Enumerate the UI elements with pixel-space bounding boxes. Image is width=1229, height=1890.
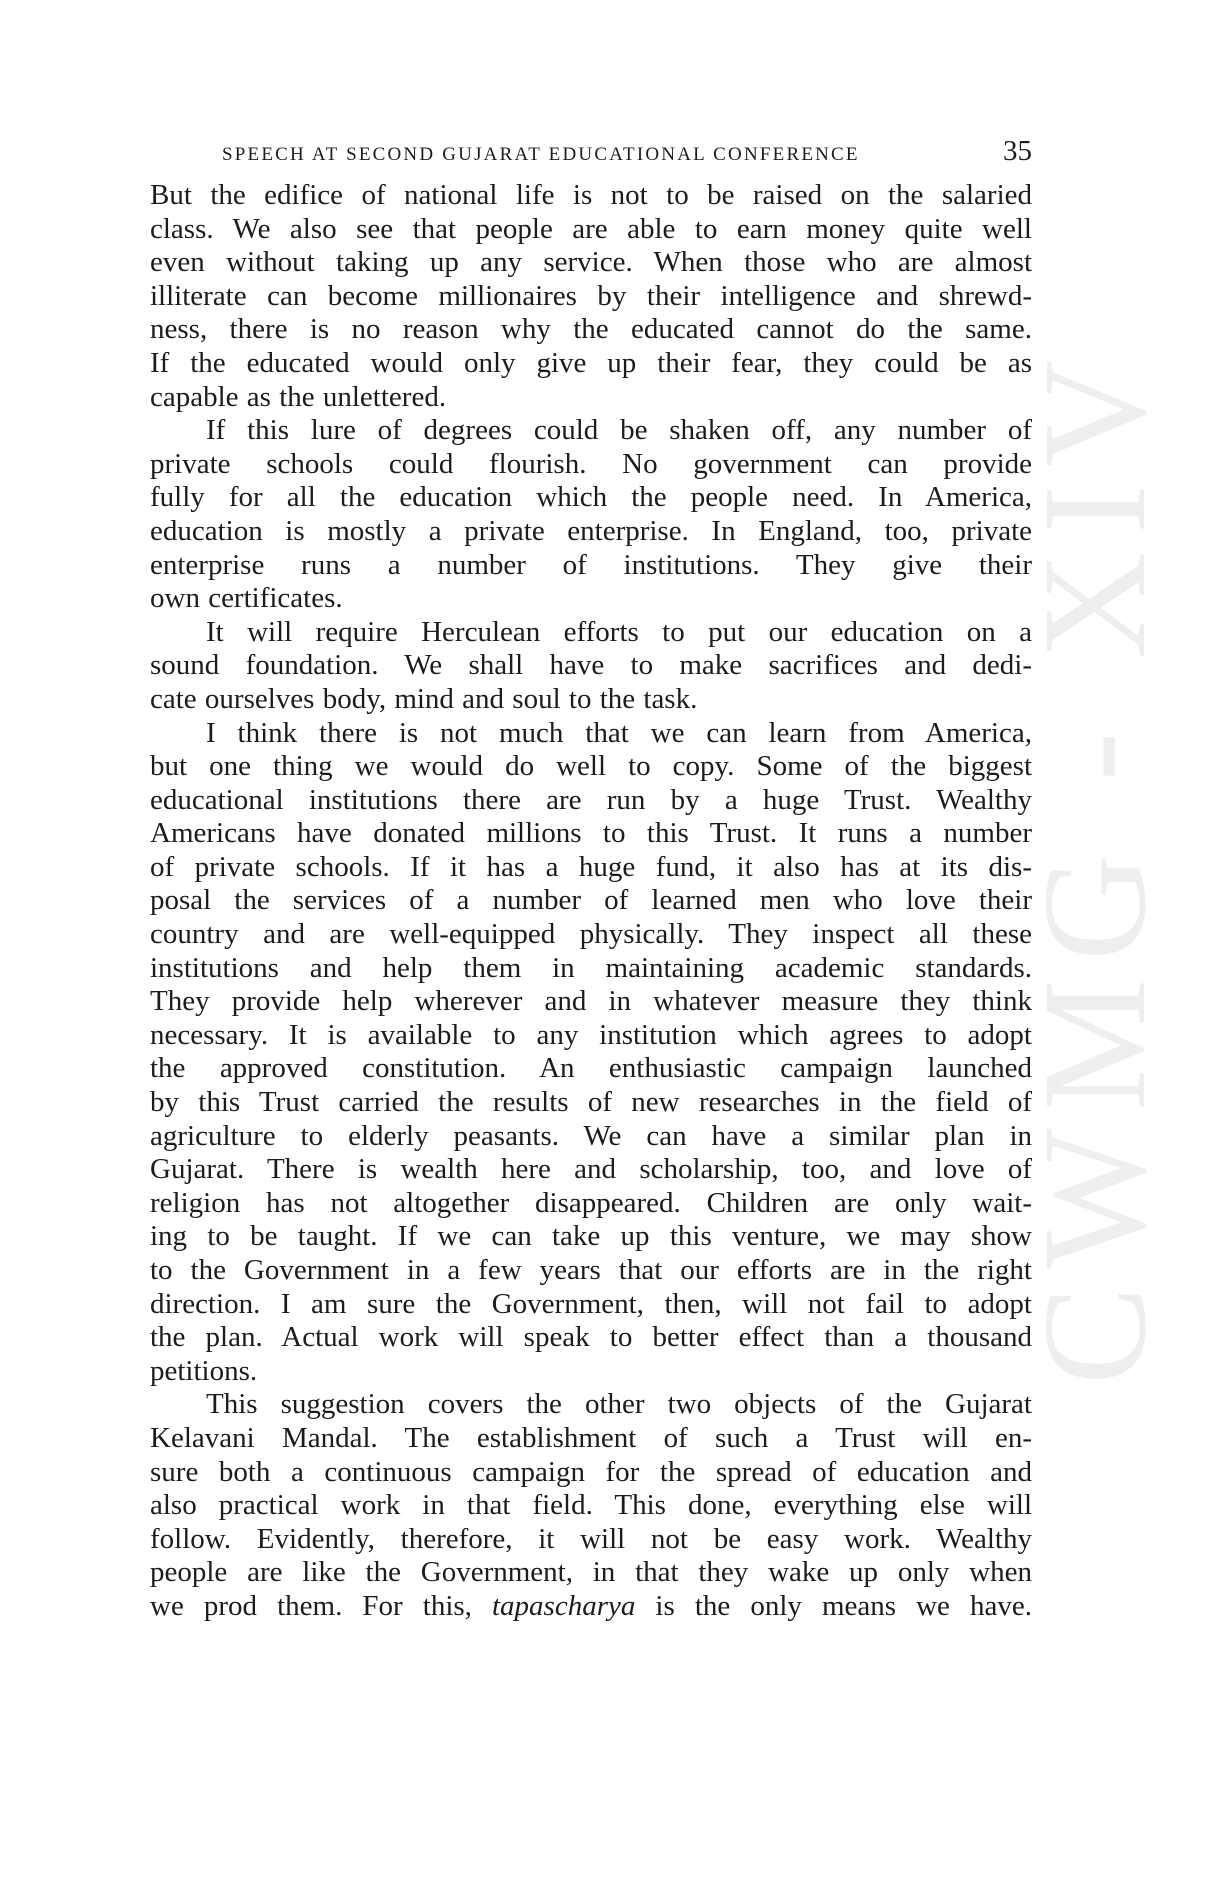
text-line: sound foundation. We shall have to make sacrifices and dedi- — [150, 649, 1032, 682]
text-line: petitions. — [150, 1354, 258, 1387]
text-line: also practical work in that field. This done, everything else will — [150, 1489, 1032, 1522]
text-line: cate ourselves body, mind and soul to the task. — [150, 682, 698, 715]
text-line: I think there is not much that we can learn from America, — [206, 716, 1032, 749]
text-line: They provide help wherever and in whatever measure they think — [150, 985, 1032, 1018]
text-segment: is the only means we have. — [635, 1589, 1032, 1622]
text-line: class. We also see that people are able to earn money quite well — [150, 212, 1032, 245]
text-line: enterprise runs a number of institutions. They give their — [150, 548, 1032, 581]
text-line: direction. I am sure the Government, then, will not fail to adopt — [150, 1287, 1032, 1320]
text-line: Americans have donated millions to this Trust. It runs a number — [150, 817, 1032, 850]
paragraph-4 — [150, 717, 1032, 1389]
text-line: ness, there is no reason why the educated cannot do the same. — [150, 313, 1032, 346]
text-line: people are like the Government, in that they wake up only when — [150, 1556, 1032, 1589]
text-line: own certificates. — [150, 582, 343, 615]
text-line: agriculture to elderly peasants. We can have a similar plan in — [150, 1119, 1032, 1152]
text-line: the plan. Actual work will speak to better effect than a thousand — [150, 1321, 1032, 1354]
text-line: but one thing we would do well to copy. Some of the biggest — [150, 750, 1032, 783]
text-line: follow. Evidently, therefore, it will not be easy work. Wealthy — [150, 1522, 1032, 1555]
page-number: 35 — [1003, 135, 1032, 167]
paragraph-2 — [150, 414, 1032, 616]
watermark: CWMG - XIV — [1013, 341, 1177, 1385]
text-line: sure both a continuous campaign for the spread of education and — [150, 1455, 1032, 1488]
paragraph-1 — [150, 179, 1032, 414]
text-line: It will require Herculean efforts to put our education on a — [206, 615, 1032, 648]
text-line: the approved constitution. An enthusiastic campaign launched — [150, 1052, 1032, 1085]
text-line: institutions and help them in maintaining academic standards. — [150, 951, 1032, 984]
text-line: by this Trust carried the results of new researches in the field of — [150, 1086, 1032, 1119]
text-line: private schools could flourish. No government can provide — [150, 447, 1032, 480]
body-text — [150, 179, 1032, 1624]
text-line: education is mostly a private enterprise. In England, too, private — [150, 514, 1032, 547]
text-line: educational institutions there are run by a huge Trust. Wealthy — [150, 783, 1032, 816]
text-line: But the edifice of national life is not to be raised on the salaried — [150, 179, 1032, 211]
text-line: religion has not altogether disappeared. Children are only wait- — [150, 1186, 1032, 1219]
running-head — [222, 135, 1032, 171]
text-line: of private schools. If it has a huge fund, it also has at its dis- — [150, 850, 1032, 883]
italic-term: tapascharya — [491, 1589, 636, 1622]
text-line: If the educated would only give up their fear, they could be as — [150, 346, 1032, 379]
text-line: even without taking up any service. When those who are almost — [150, 246, 1032, 279]
paragraph-5 — [150, 1388, 1032, 1623]
text-line: This suggestion covers the other two objects of the Gujarat — [206, 1388, 1032, 1421]
text-line: fully for all the education which the people need. In America, — [150, 481, 1032, 514]
text-line: country and are well-equipped physically. They inspect all these — [150, 918, 1032, 951]
text-line — [150, 1590, 1032, 1624]
running-title: SPEECH AT SECOND GUJARAT EDUCATIONAL CONFERENCE — [222, 144, 860, 165]
paragraph-3 — [150, 616, 1032, 717]
text-line: illiterate can become millionaires by their intelligence and shrewd- — [150, 279, 1032, 312]
text-line: Kelavani Mandal. The establishment of such a Trust will en- — [150, 1421, 1032, 1454]
text-line: posal the services of a number of learned men who love their — [150, 884, 1032, 917]
text-line: If this lure of degrees could be shaken off, any number of — [206, 414, 1032, 447]
text-line: Gujarat. There is wealth here and scholarship, too, and love of — [150, 1153, 1032, 1186]
text-segment: we prod them. For this, — [150, 1589, 492, 1622]
text-line: necessary. It is available to any institution which agrees to adopt — [150, 1018, 1032, 1051]
text-line: capable as the unlettered. — [150, 380, 447, 413]
text-line: to the Government in a few years that our efforts are in the right — [150, 1254, 1032, 1286]
text-line: ing to be taught. If we can take up this venture, we may show — [150, 1220, 1032, 1253]
